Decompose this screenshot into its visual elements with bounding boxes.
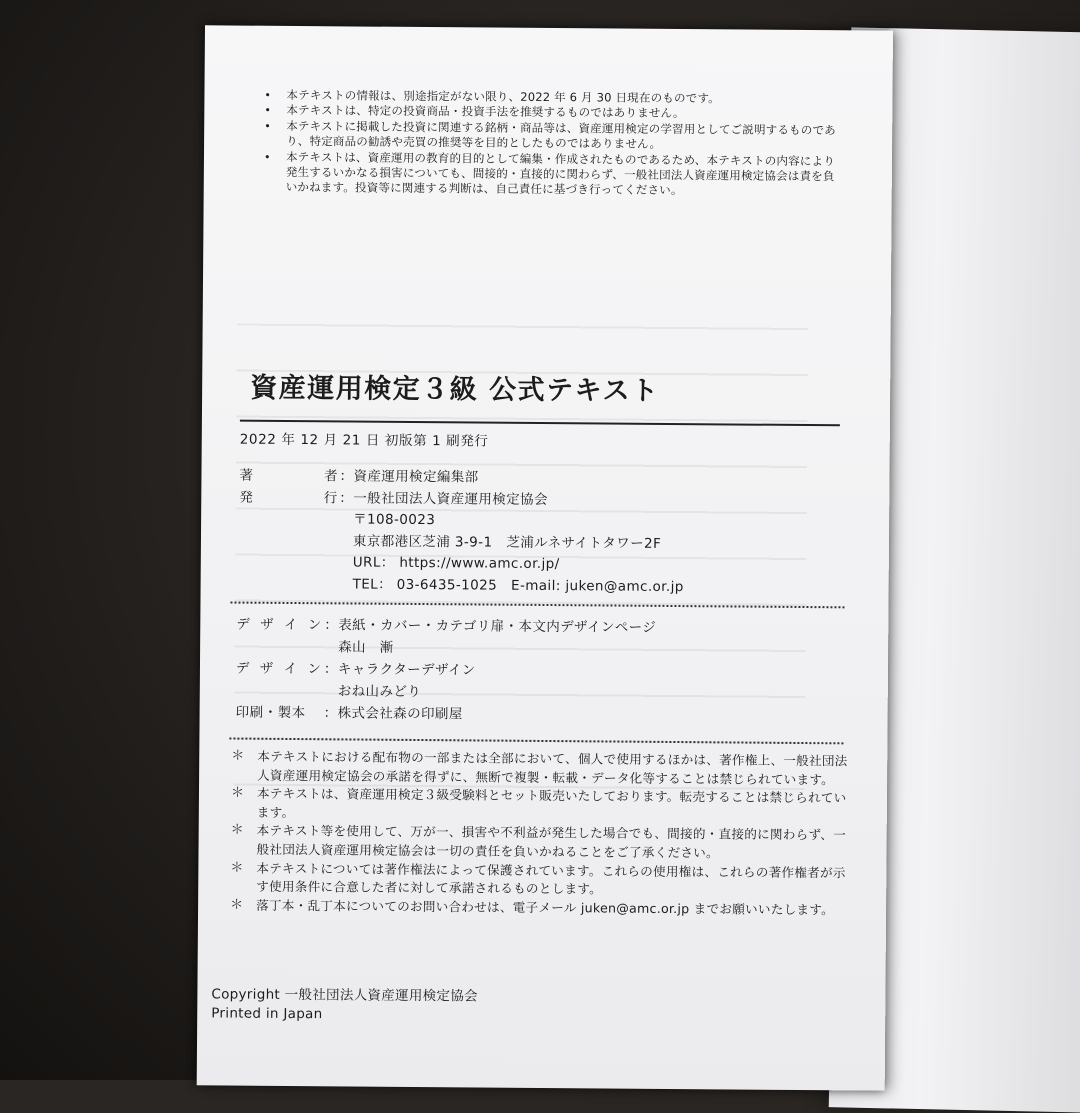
postal-code: 〒108-0023	[353, 511, 436, 529]
printed-line: Printed in Japan	[211, 1005, 323, 1023]
design-row	[236, 614, 836, 641]
legal-notes	[228, 748, 855, 920]
contact-info: TEL： 03-6435-1025 E-mail: juken@amc.or.jp	[352, 575, 684, 595]
label-char: イ	[283, 616, 301, 634]
notice-text: 本テキストは、特定の投資商品・投資手法を推奨するものではありません。	[286, 103, 685, 121]
label-char: ン	[307, 661, 325, 678]
printer-label: 印刷・製本	[235, 704, 306, 722]
legal-item	[229, 748, 855, 790]
legal-text: 本テキストは、資産運用検定３級受験料とセット販売いたしております。転売することは禁じられています。	[256, 785, 847, 820]
edition-line: 2022 年 12 月 21 日 初版第 1 刷発行	[239, 431, 489, 450]
legal-item	[228, 822, 854, 864]
notice-text: 本テキストに掲載した投資に関連する銘柄・商品等は、資産運用検定の学習用としてご説明するものであり、特定商品の勧誘や売買の推奨等を目的としたものではありません。	[286, 118, 836, 152]
author-label	[239, 466, 339, 488]
title-divider	[240, 420, 840, 427]
address: 東京都港区芝浦 3-9-1 芝浦ルネサイトタワー2F	[352, 532, 662, 552]
notice-list	[256, 88, 837, 200]
website-url: URL： https://www.amc.or.jp/	[352, 554, 560, 573]
dotted-divider	[229, 738, 843, 745]
label-char: デ	[235, 660, 253, 677]
legal-text: 本テキストについては著作権法によって保護されています。これらの使用権は、これらの著作権者が示す使用条件に合意した者に対して承諾されるものとします。	[256, 860, 846, 897]
label-char: イ	[283, 660, 301, 678]
label-char: ザ	[259, 660, 277, 677]
character-design-value: キャラクターデザイン	[337, 661, 476, 679]
label-char: 者	[323, 468, 340, 485]
character-design-row	[236, 658, 836, 685]
label-char: デ	[236, 616, 253, 633]
notice-text: 本テキストの情報は、別途指定がない限り、2022 年 6 月 30 日現在のものです。	[286, 87, 720, 106]
asterisk-icon: ＊	[231, 748, 245, 764]
legal-item	[229, 785, 855, 827]
designer-name: 森山 漸	[338, 639, 394, 656]
printer-row	[236, 702, 836, 729]
author-value: 資産運用検定編集部	[353, 468, 479, 486]
label-char: ン	[307, 617, 325, 634]
asterisk-icon: ＊	[230, 822, 245, 839]
copyright-line: Copyright 一般社団法人資産運用検定協会	[211, 986, 478, 1005]
asterisk-icon: ＊	[230, 897, 244, 913]
label-char: 著	[239, 467, 256, 484]
bullet-icon: •	[264, 119, 271, 133]
legal-item	[228, 896, 854, 920]
design-label	[236, 658, 324, 681]
design-credits-block	[236, 614, 837, 729]
page-footer	[211, 985, 478, 1025]
character-designer-name: おね山みどり	[337, 683, 422, 701]
dotted-divider	[230, 602, 844, 609]
bullet-icon: •	[263, 150, 271, 164]
label-separator: ：	[339, 468, 354, 485]
legal-text: 本テキスト等を使用して、万が一、損害や不利益が発生した場合でも、間接的・直接的に関わらず、一般社団法人資産運用検定協会は一切の責任を負いかねることをご了承ください。	[256, 823, 847, 861]
bullet-icon: •	[264, 104, 272, 118]
book-title: 資産運用検定３級 公式テキスト	[250, 372, 660, 407]
asterisk-icon: ＊	[230, 860, 244, 876]
label-char: 発	[239, 489, 255, 506]
label-separator: ：	[339, 489, 353, 506]
label-separator: ：	[323, 705, 338, 722]
colophon-page	[197, 25, 893, 1090]
printer-value: 株式会社森の印刷屋	[337, 705, 463, 723]
notice-item	[256, 149, 836, 200]
label-separator: ：	[324, 617, 338, 634]
publisher-value: 一般社団法人資産運用検定協会	[353, 489, 548, 508]
credits-block	[239, 466, 840, 600]
design-label	[236, 614, 324, 637]
notice-item	[256, 119, 836, 154]
bullet-icon: •	[264, 88, 272, 102]
label-separator: ：	[323, 661, 338, 678]
design-value: 表紙・カバー・カテゴリ扉・本文内デザインページ	[338, 617, 657, 636]
legal-text: 本テキストにおける配布物の一部または全部において、個人で使用するほかは、著作権上、一般社団法人資産運用検定協会の承諾を得ずに、無断で複製・転載・データ化等することは禁じられています。	[257, 748, 848, 787]
legal-item	[228, 859, 854, 901]
notice-text: 本テキストは、資産運用の教育的目的として編集・作成されたものであるため、本テキストの内容により発生するいかなる損害についても、間接的・直接的に関わらず、一般社団法人資産運用検定協会は責を負いかねます。投資等に関連する判断は、自己責任に基づき行ってください。	[285, 149, 836, 198]
legal-text: 落丁本・乱丁本についてのお問い合わせは、電子メール juken@amc.or.jp までお願いいたします。	[256, 897, 835, 918]
asterisk-icon: ＊	[230, 785, 245, 801]
label-char: 行	[323, 489, 340, 506]
label-char: ザ	[260, 616, 277, 633]
publisher-label	[239, 487, 339, 509]
